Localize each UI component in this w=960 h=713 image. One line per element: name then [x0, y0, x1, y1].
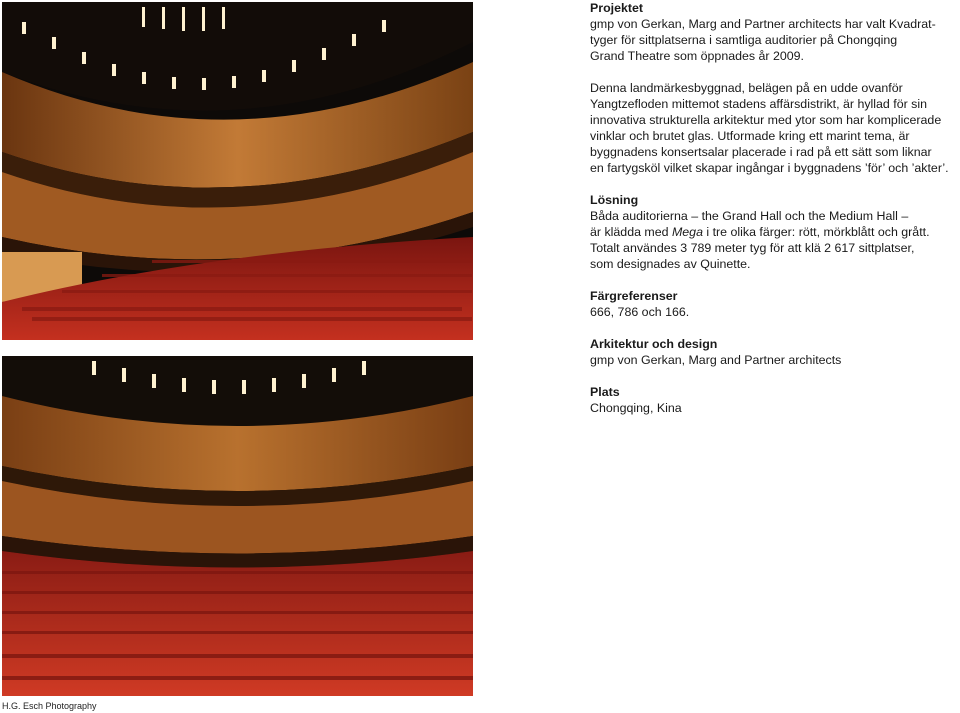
photo-theatre-side [2, 2, 473, 340]
solution-line-prefix: är klädda med [590, 225, 672, 239]
project-heading: Projektet [590, 1, 644, 15]
project-line: gmp von Gerkan, Marg and Partner architects har valt Kvadrat- [590, 17, 936, 31]
architecture-heading: Arkitektur och design [590, 337, 718, 351]
description-line: en fartygsköl vilket skapar ingångar i byggnadens ’för’ och ’akter’. [590, 161, 949, 175]
product-name-mega: Mega [671, 225, 703, 239]
color-references-heading: Färgreferenser [590, 289, 678, 303]
description-line: vinklar och brutet glas. Utformade kring ett marint tema, är [590, 129, 910, 143]
solution-line-mega [590, 224, 958, 240]
solution-line: som designades av Quinette. [590, 257, 751, 271]
project-section [590, 0, 958, 64]
description-line: innovativa strukturella arkitektur med ytor som har komplicerade [590, 113, 942, 127]
color-references-value: 666, 786 och 166. [590, 305, 690, 319]
solution-section [590, 192, 958, 272]
description-line: Denna landmärkesbyggnad, belägen på en udde ovanför [590, 81, 903, 95]
color-references-section [590, 288, 958, 320]
project-line: Grand Theatre som öppnades år 2009. [590, 49, 804, 63]
solution-line: Totalt användes 3 789 meter tyg för att klä 2 617 sittplatser, [590, 241, 915, 255]
solution-heading: Lösning [590, 193, 639, 207]
text-column [590, 0, 958, 432]
description-line: byggnadens konsertsalar placerade i rad på ett sätt som liknar [590, 145, 932, 159]
photo-credit: H.G. Esch Photography [2, 701, 97, 711]
location-section [590, 384, 958, 416]
description-line: Yangtzefloden mittemot stadens affärsdistrikt, är hyllad för sin [590, 97, 928, 111]
architecture-section [590, 336, 958, 368]
photo-theatre-front [2, 356, 473, 696]
description-section [590, 80, 958, 176]
architecture-value: gmp von Gerkan, Marg and Partner architects [590, 353, 842, 367]
solution-line-suffix: i tre olika färger: rött, mörkblått och grått. [702, 225, 930, 239]
theatre-side-image [2, 2, 473, 340]
project-line: tyger för sittplatserna i samtliga auditorier på Chongqing [590, 33, 898, 47]
solution-line: Båda auditorierna – the Grand Hall och the Medium Hall – [590, 209, 909, 223]
theatre-front-image [2, 356, 473, 696]
location-value: Chongqing, Kina [590, 401, 682, 415]
location-heading: Plats [590, 385, 620, 399]
